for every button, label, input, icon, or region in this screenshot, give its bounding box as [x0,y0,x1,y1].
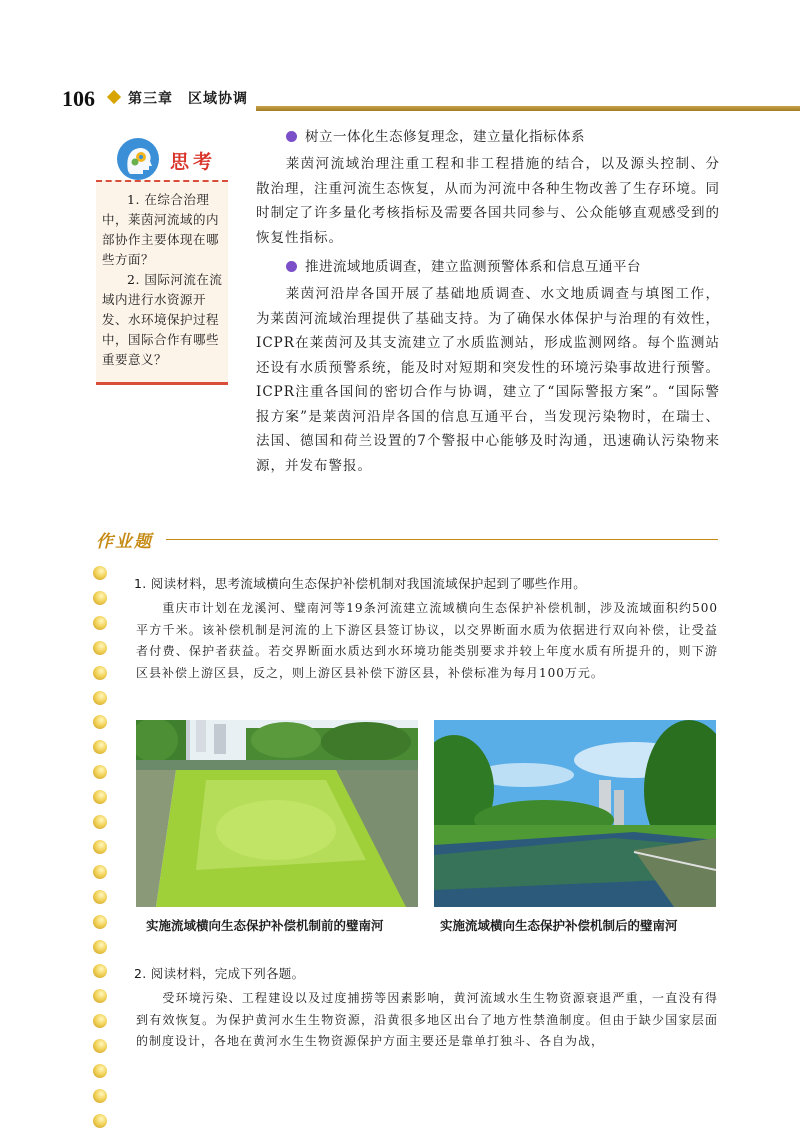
photo-after [434,720,716,907]
think-title: 思考 [170,151,217,173]
think-box [96,180,228,385]
section-heading-1: 树立一体化生态修复理念，建立量化指标体系 [256,126,720,148]
binding-hole-icon [93,641,107,655]
thinking-head-icon [116,137,160,181]
binding-hole-icon [93,666,107,680]
question-2: 2. 阅读材料，完成下列各题。 [134,966,305,981]
binding-hole-icon [93,591,107,605]
binding-hole-icon [93,715,107,729]
binding-hole-icon [93,1014,107,1028]
photo-before-caption: 实施流域横向生态保护补偿机制前的璧南河 [146,918,384,933]
binding-hole-icon [93,1089,107,1103]
page-header [0,82,800,114]
binding-hole-icon [93,915,107,929]
binding-hole-icon [93,691,107,705]
binding-hole-icon [93,740,107,754]
binding-holes [93,566,113,1138]
binding-hole-icon [93,1114,107,1128]
think-question-1: 1. 在综合治理中，莱茵河流域的内部协作主要体现在哪些方面？ [102,192,220,267]
chapter-title: 第三章 区域协调 [128,91,248,107]
section-paragraph-1: 莱茵河流域治理注重工程和非工程措施的结合，以及源头控制、分散治理，注重河流生态恢复，从而为河流中各种生物改善了生存环境。同时制定了许多量化考核指标及需要各国共同参与、公众能够直观感受到的恢复性指标。 [256,156,720,246]
think-header [108,137,238,183]
binding-hole-icon [93,890,107,904]
binding-hole-icon [93,840,107,854]
binding-hole-icon [93,616,107,630]
binding-hole-icon [93,765,107,779]
think-question-2: 2. 国际河流在流域内进行水资源开发、水环境保护过程中，国际合作有哪些重要意义？ [102,272,223,367]
header-rule [256,106,800,111]
section-paragraph-2: 莱茵河沿岸各国开展了基础地质调查、水文地质调查与填图工作，为莱茵河流域治理提供了基础支持。为了确保水体保护与治理的有效性，ICPR在莱茵河及其支流建立了水质监测站，形成监测网络。每个监测站还设有水质预警系统，能及时对短期和突发性的环境污染事故进行预警。ICPR注重各国间的密切合作与协调，建立了“国际警报方案”。“国际警报方案”是莱茵河沿岸各国的信息互通平台，当发现污染物时，在瑞士、法国、德国和荷兰设置的7个警报中心能够及时沟通，迅速确认污染物来源，并发布警报。 [256,286,720,474]
question-1: 1. 阅读材料，思考流域横向生态保护补偿机制对我国流域保护起到了哪些作用。 [134,576,587,591]
binding-hole-icon [93,815,107,829]
question-1-material: 重庆市计划在龙溪河、璧南河等19条河流建立流域横向生态保护补偿机制，涉及流域面积约500平方千米。该补偿机制是河流的上下游区县签订协议，以交界断面水质为依据进行双向补偿，让受益者付费、保护者获益。若交界断面水质达到水环境功能类别要求并较上年度水质有所提升的，则下游区县补偿上游区县，反之，则上游区县补偿下游区县，补偿标准为每月100万元。 [136,601,718,680]
section-heading-2: 推进流域地质调查，建立监测预警体系和信息互通平台 [256,256,720,278]
homework-rule [166,539,718,540]
question-2-material: 受环境污染、工程建设以及过度捕捞等因素影响，黄河流域水生生物资源衰退严重，一直没有得到有效恢复。为保护黄河水生生物资源，沿黄很多地区出台了地方性禁渔制度。但由于缺少国家层面的制度设计，各地在黄河水生生物资源保护方面主要还是靠单打独斗、各自为战， [136,991,718,1048]
binding-hole-icon [93,989,107,1003]
binding-hole-icon [93,1039,107,1053]
binding-hole-icon [93,566,107,580]
homework-title: 作业题 [96,532,153,552]
binding-hole-icon [93,1064,107,1078]
binding-hole-icon [93,964,107,978]
photo-before [136,720,418,907]
page-number: 106 [62,86,95,111]
binding-hole-icon [93,865,107,879]
photo-after-caption: 实施流域横向生态保护补偿机制后的璧南河 [440,918,678,933]
binding-hole-icon [93,790,107,804]
main-text [256,126,720,484]
binding-hole-icon [93,940,107,954]
bullet-dot-icon [286,261,297,272]
diamond-icon [107,90,121,104]
bullet-dot-icon [286,131,297,142]
